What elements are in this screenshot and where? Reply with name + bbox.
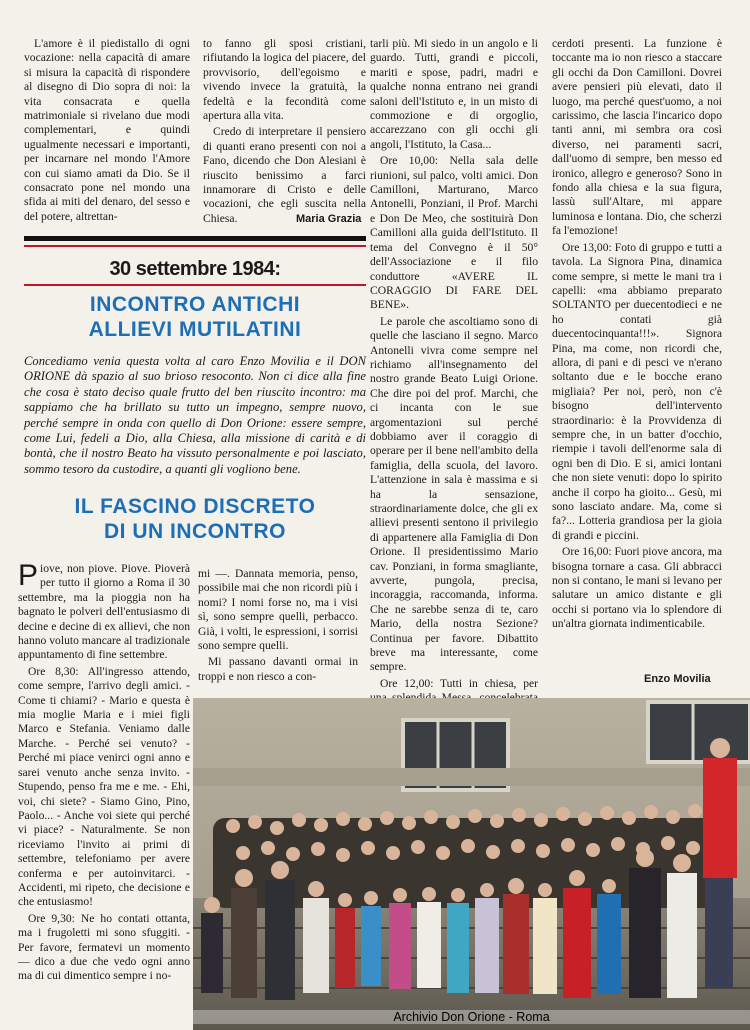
article1-column-1 bbox=[24, 37, 190, 224]
article2-paragraph: Ore 10,00: Nella sala delle riunioni, sul palco, volti amici. Don Camilloni, Marturano, Marco Antonelli, Ponziani, il Prof. Marchi e Don De Meo, che sostituirà Don Camilloni alla guida dell'Istituto. Il tema del Convegno è il 50° dell'Associazione e il filo conduttore «AVERE IL CORAGGIO DI FARE DEL BENE». bbox=[370, 154, 538, 312]
article2-paragraph: Mi passano davanti ormai in troppi e non riesco a con- bbox=[198, 655, 358, 683]
article2-paragraph: Ore 13,00: Foto di gruppo e tutti a tavola. La Signora Pina, dinamica come sempre, si mette le mani tra i capelli: «ma abbiamo preparato SOLTANTO per duecentodieci e ne ho contati già duecentocinquanta!!!». Signora Pina, ma come, non ricordi che, allora, di pani e di pesci ve n'erano soltanto due e le bocche erano migliaia? Per noi, però, non c'è bisogno dell'intervento straordinario: è la Provvidenza di sempre che, in un batter d'occhio, riempie i tavoli dell'enorme sala di ogni ben di Dio. E si, amici lontani che non siete venuti: dopo lo spirito anche il corpo ha gioito... Gesù, mi sono lasciato andare. Ma, come si fa?... Lotteria grandiosa per la gioia di grandi e piccini. bbox=[552, 240, 722, 542]
article2-paragraph: Piove, non piove. Piove. Pioverà per tutto il giorno a Roma il 30 settembre, ma la pioggia non ha bagnato le polveri dell'entusiasmo di decine e decine di ex allievi, che non hanno voluto mancare al tradizionale appuntamento di fine settembre. bbox=[18, 559, 190, 662]
section-rule-red bbox=[24, 245, 366, 247]
article-title bbox=[24, 292, 366, 342]
article1-column-2 bbox=[203, 37, 366, 226]
article-subtitle-line: IL FASCINO DISCRETO bbox=[74, 495, 316, 518]
article2-column-1 bbox=[18, 559, 190, 984]
article-date-heading: 30 settembre 1984: bbox=[109, 258, 281, 280]
article2-paragraph: tarli più. Mi siedo in un angolo e li guardo. Tutti, grandi e piccoli, mariti e spose, padri, madri e qualche nonna entrano nei grandi saloni dell'Istituto e, in un misto di commozione e di orgoglio, accarezzano con gli occhi gli angoli, l'Istituto, la Casa... bbox=[370, 37, 538, 151]
article1-signature: Maria Grazia bbox=[296, 213, 362, 225]
photo-caption: Archivio Don Orione - Roma bbox=[193, 1010, 750, 1024]
section-rule-red bbox=[24, 284, 366, 286]
article2-paragraph: mi —. Dannata memoria, penso, possibile mai che non ricordi più i nomi? I nomi forse no, ma i visi sì, sono sempre quelli, perbacco. Già, i volti, le espressioni, i sorrisi sono sempre quelli. bbox=[198, 567, 358, 653]
article2-paragraph: cerdoti presenti. La funzione è toccante ma io non riesco a staccare gli occhi da Don Camilloni. Dovrei avere pensieri più elevati, dato il luogo, ma perché quest'uomo, a noi carissimo, che lascia l'incarico dopo tanti anni, mi sembra ora così diverso, nei paramenti sacri, dall'uomo di sempre, ben messo ed ironico, allegro e generoso? Sono in fondo alla chiesa e la sua figura, lassù sull'Altare, mi appare luminosa e lontana. Dio, che scherzi fa l'emozione! bbox=[552, 37, 722, 238]
article-title-line: INCONTRO ANTICHI bbox=[89, 293, 301, 316]
article2-paragraph: Le parole che ascoltiamo sono di quelle che lasciano il segno. Marco Antonelli vivra come sempre nel richiamo all'insegnamento del nostro grande Beato Luigi Orione. Che dire poi del prof. Marchi, che ci incanta con le sue argomentazioni sul perché dobbiamo aver il coraggio di operare per il bene nell'ambito della famiglia, della scuola, del lavoro. L'attenzione in sala è massima e si ha la sensazione, straordinariamente dolce, che gli ex allievi presenti sentono il privilegio di appartenere alla Famiglia di Don Orione. Il presidentissimo Mario cav. Ponziani, in forma smagliante, avverte, pungola, precisa, incoraggia, raccomanda, informa. Che ne sarebbe senza di te, caro Mario, della nostra Sezione? Continua per favore. Dibattito breve ma interessante, come sempre. bbox=[370, 314, 538, 674]
article1-paragraph: L'amore è il piedistallo di ogni vocazione: nella capacità di amare si misura la capacità di rispondere al disegno di Dio sopra di noi: la vita consacrata e quella matrimoniale si rivelano due modi complementari, e quindi ugualmente necessari e importanti, per incarnare nel mondo l'Amore con cui siamo amati da Dio. Se il consacrato pone nel mondo una sfida ai miti del denaro, del sesso e del potere, altrettan- bbox=[24, 37, 190, 223]
article-title-line: ALLIEVI MUTILATINI bbox=[88, 318, 302, 341]
article-subtitle-line: DI UN INCONTRO bbox=[104, 520, 286, 543]
article2-paragraph: Ore 8,30: All'ingresso attendo, come sempre, l'arrivo degli amici. - Come ti chiami? - Mario e questa è mia moglie Maria e i miei figli Marco e Stefania. Veniamo dalle Marche. - Perché sei venuto? - Perché mi piace venirci ogni anno e sarei venuto anche senza invito. - Stupendo, penso fra me e me. - Ehi, voi, chi siete? - Siamo Gino, Pino, Paolo... - Anche voi siete qui perché vi piace? - Naturalmente. Se non riceviamo l'invito ai primi di settembre, telefoniamo per avere conferma e per autoinvitarci. - Accidenti, mi ripeto, che decisione e che entusiasmo! bbox=[18, 664, 190, 909]
article-subtitle bbox=[24, 494, 366, 544]
article2-paragraph: Ore 16,00: Fuori piove ancora, ma bisogna tornare a casa. Gli abbracci non si contano, le mani si levano per salutare un amico distante e gli occhi si portano via lo splendore di un'altra giornata indimenticabile. bbox=[552, 545, 723, 631]
article-intro: Concediamo venia questa volta al caro Enzo Movilia e il DON ORIONE dà spazio al suo brioso resoconto. Non ci dice alla fine che cosa è stato deciso quale frutto del ben riuscito incontro: ma sappiamo che ha brillato su tutto un impegno, sempre nuovo, perché sempre in onda con quello di Don Orione: essere sempre, come Lui, fedeli a Dio, alla Chiesa, alla missione di carità e di bontà, che il nostro Beato ha vissuto personalmente e poi lasciato, sommo tesoro da custodire, a quanti gli vogliono bene. bbox=[24, 354, 366, 476]
article2-column-3 bbox=[370, 37, 538, 720]
article1-paragraph: Credo di interpretare il pensiero di quanti erano presenti con noi a Fano, dicendo che Don Alesiani è riuscito benissimo a farci innamorare di Cristo e delle vocazioni, che egli suscita nella Chiesa. bbox=[203, 125, 366, 225]
section-rule-black bbox=[24, 236, 366, 241]
article2-paragraph: Ore 9,30: Ne ho contati ottanta, ma i frugoletti mi sono sfuggiti. - Per favore, fermatevi un momento — dico a due che vedo ogni anno ma di cui dimentico sempre i no- bbox=[18, 911, 190, 983]
article2-signature: Enzo Movilia bbox=[644, 673, 711, 685]
group-photo bbox=[193, 698, 750, 1030]
drop-cap: P bbox=[18, 559, 39, 592]
article2-column-2 bbox=[198, 567, 358, 684]
group-photo-image bbox=[193, 698, 750, 1030]
article2-paragraph: Ore 12,00: Tutti in chiesa, per bbox=[380, 676, 538, 690]
article1-paragraph: to fanno gli sposi cristiani, rifiutando la logica del piacere, del provvisorio, dell'egoismo e vivendo invece la gratuità, la fedeltà e la fecondità come apertura alla vita. bbox=[203, 37, 366, 123]
article2-column-4 bbox=[552, 37, 722, 632]
